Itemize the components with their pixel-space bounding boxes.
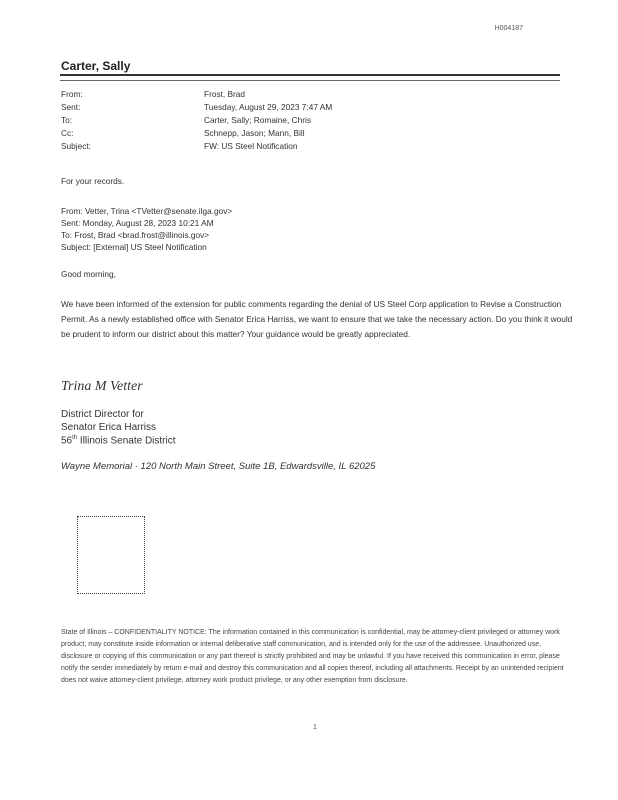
bates-number: H004187 [494, 25, 523, 32]
forwarded-sent: Sent: Monday, August 28, 2023 10:21 AM [61, 218, 214, 228]
header-value-to: Carter, Sally; Romaine, Chris [204, 115, 311, 125]
header-value-from: Frost, Brad [204, 89, 246, 99]
header-value-sent: Tuesday, August 29, 2023 7:47 AM [204, 102, 333, 112]
header-rule [60, 74, 560, 81]
confidentiality-notice: State of Illinois – CONFIDENTIALITY NOTICE: The information contained in this communication is confidential, may be attorney-client privileged or attorney work product, may constitute inside information or internal deliberative staff communication, and is intended only for the use of the addressee. Unauthorized use, disclosure or copying of this communication or any part thereof is strictly prohibited and may be unlawful. If you have received this communication in error, please notify the sender immediately by return e-mail and destroy this communication and all copies thereof, including all attachments. Receipt by an unintended recipient does not waive attorney-client privilege, attorney work product privilege, or any other exemption from disclosure. [61, 629, 564, 684]
signature-senator: Senator Erica Harriss [61, 422, 157, 433]
header-value-cc: Schnepp, Jason; Mann, Bill [204, 128, 305, 138]
header-label-from: From: [61, 89, 83, 99]
signature-district [61, 435, 176, 446]
header-label-subject: Subject: [61, 141, 91, 151]
page-number: 1 [313, 724, 317, 731]
forwarded-subject: Subject: [External] US Steel Notification [61, 242, 207, 252]
signature-title: District Director for [61, 409, 144, 420]
district-name: Illinois Senate District [77, 435, 176, 447]
forwarded-to: To: Frost, Brad <brad.frost@illinois.gov> [61, 230, 210, 240]
sender-name: Carter, Sally [61, 59, 131, 73]
header-value-subject: FW: US Steel Notification [204, 141, 298, 151]
header-label-cc: Cc: [61, 128, 74, 138]
greeting: Good morning, [61, 269, 116, 279]
district-number: 56 [61, 435, 73, 447]
forward-note: For your records. [61, 176, 125, 186]
image-placeholder [77, 516, 145, 594]
signature-name: Trina M Vetter [61, 379, 143, 394]
header-label-to: To: [61, 115, 73, 125]
message-body: We have been informed of the extension for public comments regarding the denial of US Steel Corp application to Revise a Construction Permit. As a newly established office with Senator Erica Harriss, we want to ensure that we take the necessary action. Do you think it would be prudent to inform our district about this matter? Your guidance would be greatly appreciated. [61, 299, 573, 339]
header-label-sent: Sent: [61, 102, 81, 112]
signature-address: Wayne Memorial · 120 North Main Street, Suite 1B, Edwardsville, IL 62025 [61, 461, 376, 472]
district-suffix: th [72, 435, 78, 441]
forwarded-from: From: Vetter, Trina <TVetter@senate.ilga.gov> [61, 206, 233, 216]
